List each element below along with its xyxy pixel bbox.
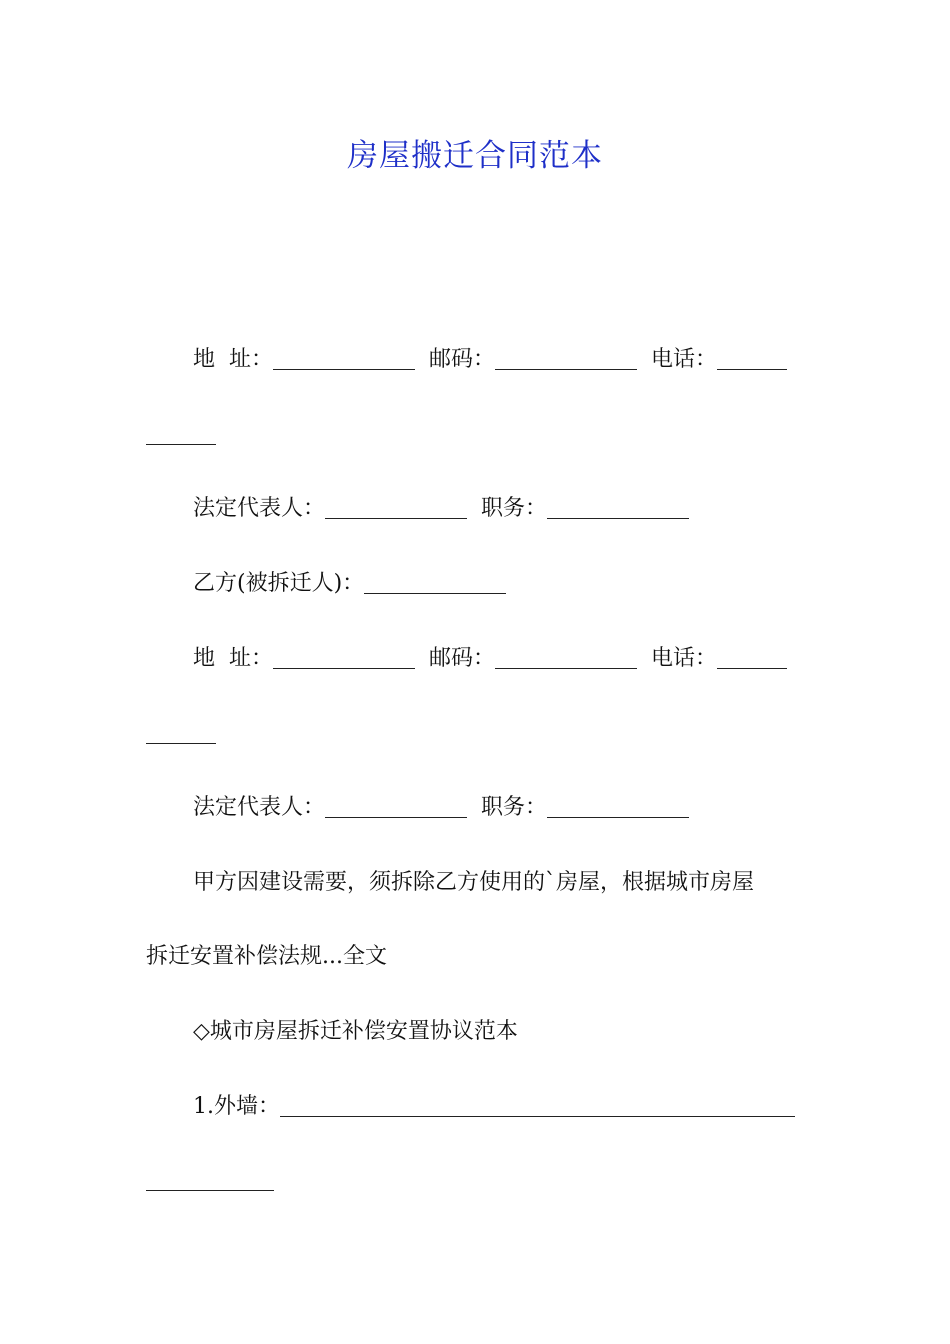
item-1-line bbox=[193, 1092, 795, 1122]
address-line-2 bbox=[193, 644, 787, 674]
item-1-blank-continued-line bbox=[146, 1166, 274, 1196]
address-label-char2: 址： bbox=[229, 347, 274, 372]
party-b-line bbox=[193, 569, 506, 599]
position-label: 职务： bbox=[481, 795, 548, 820]
address-label-char1: 地 bbox=[193, 347, 216, 372]
item-1-label: 1.外墙： bbox=[193, 1094, 280, 1119]
position-blank bbox=[547, 795, 689, 818]
postcode-label: 邮码： bbox=[429, 646, 496, 671]
paragraph-line-1: 甲方因建设需要，须拆除乙方使用的`房屋，根据城市房屋 bbox=[193, 870, 755, 895]
legal-rep-line-1 bbox=[193, 494, 689, 524]
phone-blank-continued bbox=[146, 721, 216, 744]
address-blank bbox=[273, 646, 415, 669]
item-1-blank bbox=[280, 1094, 795, 1117]
phone-label: 电话： bbox=[651, 347, 718, 372]
legal-rep-blank bbox=[325, 496, 467, 519]
item-1-blank-continued bbox=[146, 1168, 274, 1191]
postcode-blank bbox=[495, 646, 637, 669]
legal-rep-label: 法定代表人： bbox=[193, 795, 326, 820]
legal-rep-blank bbox=[325, 795, 467, 818]
address-line-1 bbox=[193, 345, 787, 375]
related-agreement-link[interactable]: ◇城市房屋拆迁补偿安置协议范本 bbox=[193, 1019, 518, 1044]
phone-blank bbox=[717, 646, 787, 669]
document-title: 房屋搬迁合同范本 bbox=[347, 138, 603, 174]
address-label-char1: 地 bbox=[193, 646, 216, 671]
postcode-label: 邮码： bbox=[429, 347, 496, 372]
phone-blank-continued-2 bbox=[146, 719, 216, 749]
party-b-blank bbox=[364, 571, 506, 594]
paragraph-line-2: 拆迁安置补偿法规...全文 bbox=[146, 944, 387, 969]
postcode-blank bbox=[495, 347, 637, 370]
phone-blank-continued bbox=[146, 422, 216, 445]
position-label: 职务： bbox=[481, 496, 548, 521]
position-blank bbox=[547, 496, 689, 519]
party-b-label: 乙方(被拆迁人)： bbox=[193, 571, 365, 596]
legal-rep-line-2 bbox=[193, 793, 689, 823]
legal-rep-label: 法定代表人： bbox=[193, 496, 326, 521]
address-blank bbox=[273, 347, 415, 370]
phone-blank bbox=[717, 347, 787, 370]
phone-blank-continued-1 bbox=[146, 420, 216, 450]
phone-label: 电话： bbox=[651, 646, 718, 671]
address-label-char2: 址： bbox=[229, 646, 274, 671]
